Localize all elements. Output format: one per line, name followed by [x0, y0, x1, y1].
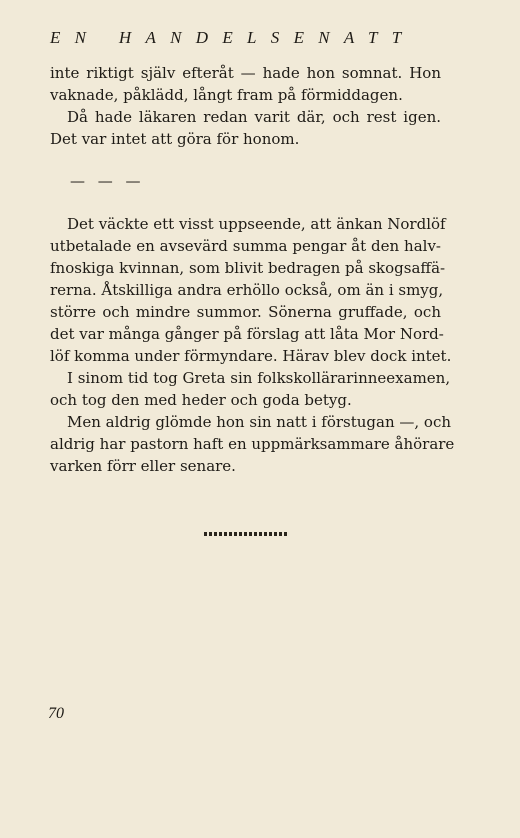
text-line: fnoskiga kvinnan, som blivit bedragen på skogsaffä-	[50, 259, 446, 277]
text-line: aldrig har pastorn haft en uppmärksammare åhörare	[50, 435, 455, 453]
page-number: 70	[48, 705, 64, 722]
section-break: — — —	[70, 172, 145, 190]
running-header: EN HANDELSENATT	[50, 28, 416, 47]
text-line: större och mindre summor. Sönerna gruffade, och	[50, 303, 441, 321]
text-line: varken förr eller senare.	[50, 457, 236, 475]
text-line: utbetalade en avsevärd summa pengar åt den halv-	[50, 237, 441, 255]
paragraph-1	[50, 62, 441, 150]
text-line: löf komma under förmyndare. Härav blev dock intet.	[50, 347, 452, 365]
text-line: rerna. Åtskilliga andra erhöllo också, om än i smyg,	[50, 281, 444, 299]
text-line: Men aldrig glömde hon sin natt i förstugan —, och	[67, 413, 452, 431]
text-line: Det väckte ett visst uppseende, att änkan Nordlöf	[67, 215, 446, 233]
end-ornament	[204, 532, 288, 536]
text-line: inte riktigt själv efteråt — hade hon somnat. Hon	[50, 64, 441, 82]
text-line: vaknade, påklädd, långt fram på förmiddagen.	[50, 86, 403, 104]
text-line: I sinom tid tog Greta sin folkskollärarinneexamen,	[67, 369, 451, 387]
text-line: och tog den med heder och goda betyg.	[50, 391, 352, 409]
text-line: Det var intet att göra för honom.	[50, 130, 300, 148]
text-line: det var många gånger på förslag att låta Mor Nord-	[50, 325, 444, 343]
paragraph-2	[50, 213, 455, 477]
text-line: Då hade läkaren redan varit där, och rest igen.	[67, 108, 441, 126]
